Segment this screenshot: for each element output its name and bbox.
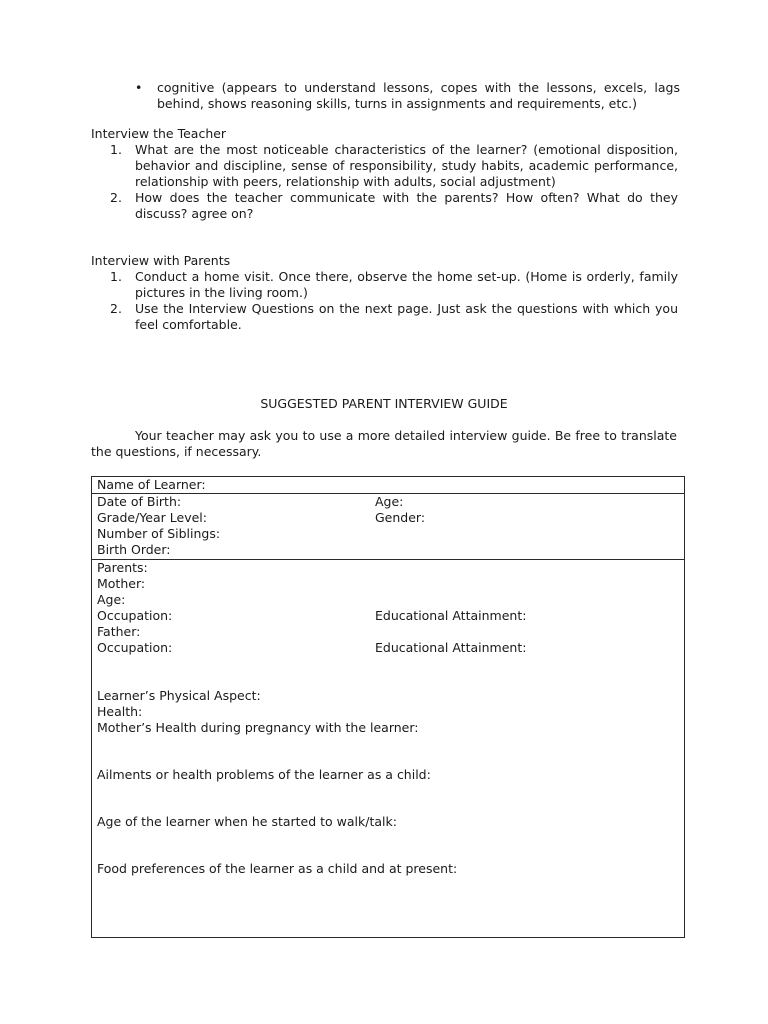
number-of-siblings-label: Number of Siblings: (97, 526, 221, 541)
parents-instruction-1 (110, 269, 678, 301)
mother-occupation-label: Occupation: (97, 608, 173, 623)
guide-intro: Your teacher may ask you to use a more detailed interview guide. Be free to translate the questions, if necessary. (91, 428, 677, 459)
bullet-dot-icon: • (135, 80, 143, 95)
list-number: 1. (110, 269, 122, 284)
guide-title: SUGGESTED PARENT INTERVIEW GUIDE (260, 396, 508, 411)
name-of-learner-label: Name of Learner: (97, 477, 206, 492)
teacher-question-1 (110, 142, 678, 190)
father-occupation-label: Occupation: (97, 640, 173, 655)
food-preferences-label: Food preferences of the learner as a child and at present: (97, 861, 458, 876)
list-number: 1. (110, 142, 122, 157)
teacher-question-2 (110, 190, 678, 222)
parents-label: Parents: (97, 560, 148, 575)
father-label: Father: (97, 624, 141, 639)
teacher-question-list (110, 142, 678, 222)
form-row-basic-info (92, 494, 684, 560)
interview-form-table (91, 476, 685, 938)
age-label: Age: (375, 494, 404, 509)
mother-education-label: Educational Attainment: (375, 608, 527, 623)
bullet-text: cognitive (appears to understand lessons, copes with the lessons, excels, lags behind, shows reasoning skills, turns in assignments and requirements, etc.) (157, 80, 680, 111)
physical-aspect-label: Learner’s Physical Aspect: (97, 688, 261, 703)
bullet-item-cognitive (135, 80, 680, 112)
health-label: Health: (97, 704, 143, 719)
list-number: 2. (110, 301, 122, 316)
form-row-details (92, 560, 684, 937)
list-text: Conduct a home visit. Once there, observe the home set-up. (Home is orderly, family pictures in the living room.) (135, 269, 678, 300)
list-number: 2. (110, 190, 122, 205)
parents-instruction-list (110, 269, 678, 333)
form-row-name (92, 477, 684, 494)
mother-health-label: Mother’s Health during pregnancy with the learner: (97, 720, 419, 735)
walk-talk-label: Age of the learner when he started to walk/talk: (97, 814, 397, 829)
gender-label: Gender: (375, 510, 426, 525)
mother-label: Mother: (97, 576, 146, 591)
teacher-section-heading: Interview the Teacher (91, 126, 227, 141)
list-text: What are the most noticeable characteristics of the learner? (emotional disposition, behavior and discipline, sense of responsibility, study habits, academic performance, relationship with peers, relationship with adults, social adjustment) (135, 142, 678, 189)
list-text: How does the teacher communicate with the parents? How often? What do they discuss? agree on? (135, 190, 678, 221)
list-text: Use the Interview Questions on the next page. Just ask the questions with which you feel comfortable. (135, 301, 678, 332)
father-education-label: Educational Attainment: (375, 640, 527, 655)
birth-order-label: Birth Order: (97, 542, 171, 557)
cognitive-bullet-list (135, 80, 680, 112)
parents-instruction-2 (110, 301, 678, 333)
parents-section-heading: Interview with Parents (91, 253, 231, 268)
ailments-label: Ailments or health problems of the learner as a child: (97, 767, 431, 782)
mother-age-label: Age: (97, 592, 126, 607)
date-of-birth-label: Date of Birth: (97, 494, 182, 509)
grade-year-level-label: Grade/Year Level: (97, 510, 207, 525)
